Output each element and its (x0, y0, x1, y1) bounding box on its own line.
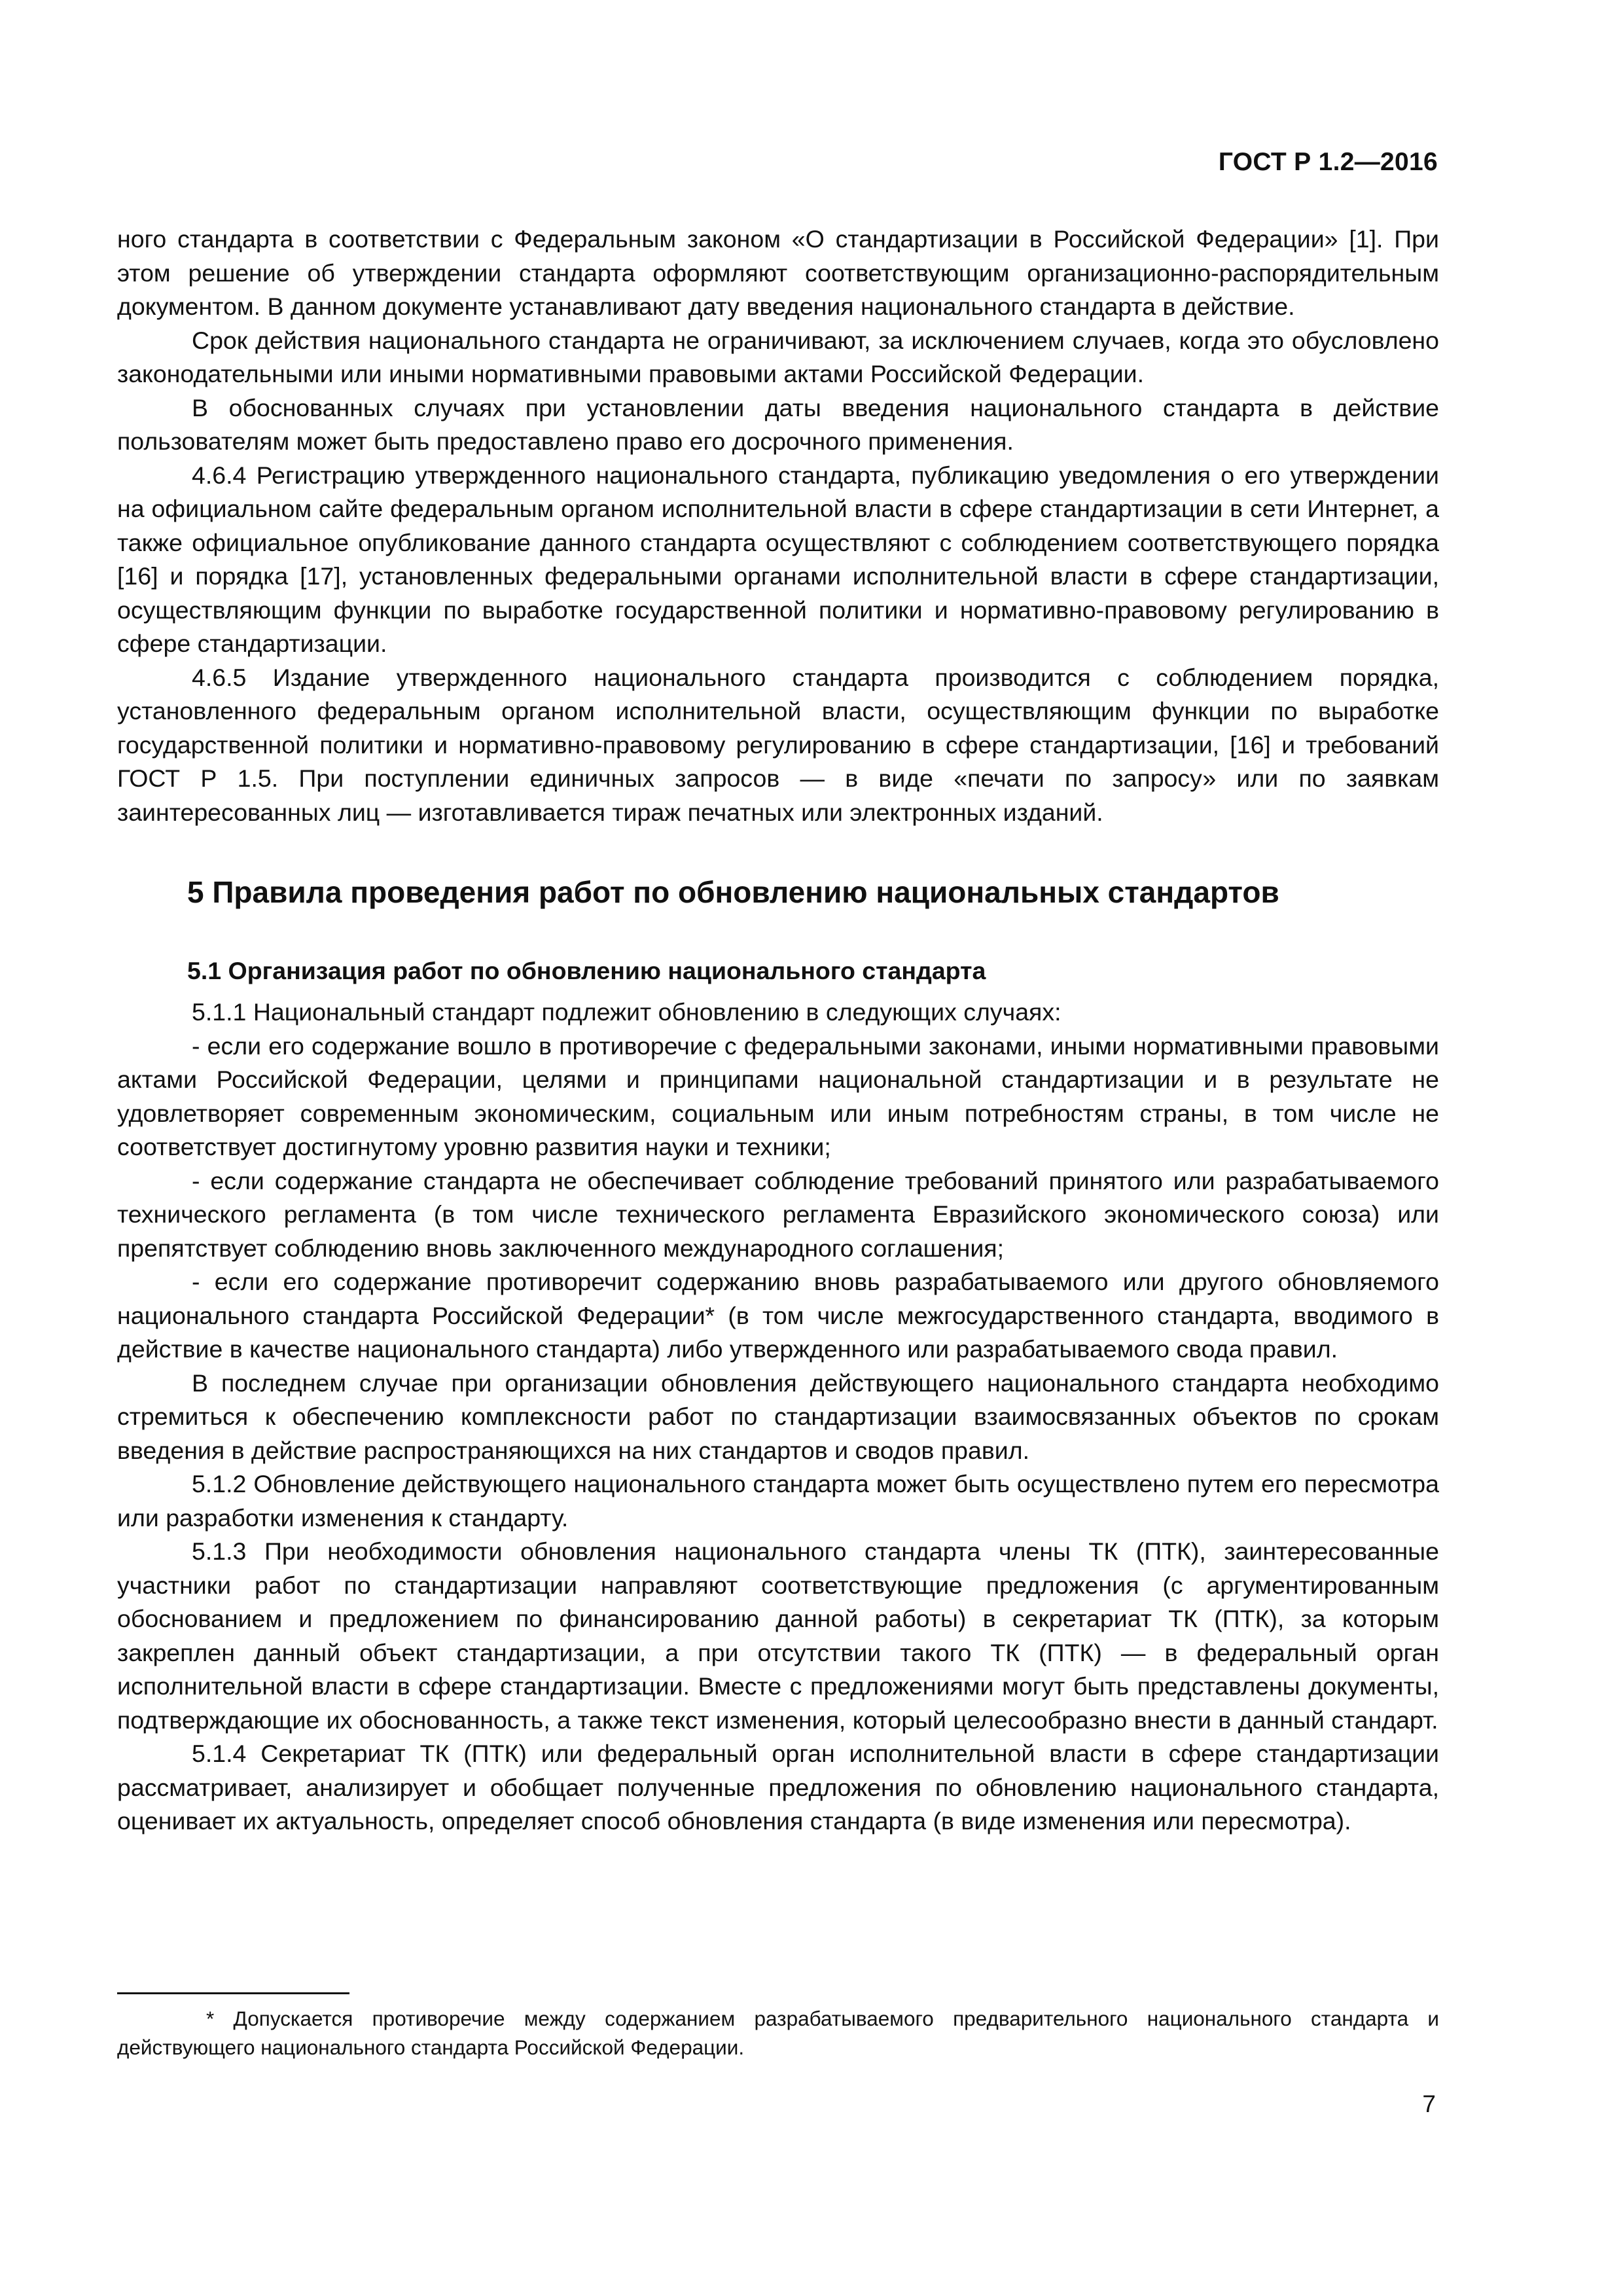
paragraph-4-6-5: 4.6.5 Издание утвержденного национального стандарта производится с соблюдением порядка, установленного федеральным органом исполнительной власти, осуществляющим функции по выработке государственной политики и нормативно-правовому регулированию в сфере стандартизации, [16] и требований ГОСТ Р 1.5. При поступлении единичных запросов — в виде «печати по запросу» или по заявкам заинтересованных лиц — изготавливается тираж печатных или электронных изданий. (117, 663, 1439, 826)
paragraph: Срок действия национального стандарта не ограничивают, за исключением случаев, когда это обусловлено законодательными или иными нормативными правовыми актами Российской Федерации. (117, 326, 1439, 387)
subsection-5-1-heading: 5.1 Организация работ по обновлению национального стандарта (187, 957, 986, 984)
paragraph: В обоснованных случаях при установлении даты введения национального стандарта в действие пользователям может быть предоставлено право его досрочного применения. (117, 393, 1439, 455)
page-number: 7 (1422, 2090, 1436, 2117)
list-item: - если его содержание вошло в противоречие с федеральными законами, иными нормативными правовыми актами Российской Федерации, целями и принципами национальной стандартизации и в результате не удовлетворяет современным экономическим, социальным или иным потребностям страны, в том числе не соответствует достигнутому уровню развития науки и техники; (117, 1031, 1439, 1160)
paragraph: ного стандарта в соответствии с Федеральным законом «О стандартизации в Российской Федерации» [1]. При этом решение об утверждении стандарта оформляют соответствующим организационно-распорядительным документом. В данном документе устанавливают дату введения национального стандарта в действие. (117, 225, 1439, 320)
paragraph: В последнем случае при организации обновления действующего национального стандарта необходимо стремиться к обеспечению комплексности работ по стандартизации взаимосвязанных объектов по срокам введения в действие распространяющихся на них стандартов и сводов правил. (117, 1369, 1439, 1464)
footnote: * Допускается противоречие между содержанием разрабатываемого предварительного национального стандарта и действующего национального стандарта Российской Федерации. (117, 2007, 1439, 2059)
paragraph-5-1-4: 5.1.4 Секретариат ТК (ПТК) или федеральный орган исполнительной власти в сфере стандартизации рассматривает, анализирует и обобщает полученные предложения по обновлению национального стандарта, оценивает их актуальность, определяет способ обновления стандарта (в виде изменения или пересмотра). (117, 1740, 1439, 1835)
list-item: - если его содержание противоречит содержанию вновь разрабатываемого или другого обновляемого национального стандарта Российской Федерации* (в том числе межгосударственного стандарта, вводимого в действие в качестве национального стандарта) либо утвержденного или разрабатываемого свода правил. (117, 1268, 1439, 1363)
list-item: - если содержание стандарта не обеспечивает соблюдение требований принятого или разрабатываемого технического регламента (в том числе технического регламента Евразийского экономического союза) или препятствует соблюдению вновь заключенного международного соглашения; (117, 1166, 1439, 1262)
section-5-heading: 5 Правила проведения работ по обновлению национальных стандартов (187, 875, 1279, 909)
paragraph-5-1-1: 5.1.1 Национальный стандарт подлежит обновлению в следующих случаях: (192, 998, 1061, 1026)
document-body (117, 223, 1439, 1839)
paragraph-5-1-3: 5.1.3 При необходимости обновления национального стандарта члены ТК (ПТК), заинтересованные участники работ по стандартизации направляют соответствующие предложения (с аргументированным обоснованием и предложением по финансированию данной работы) в секретариат ТК (ПТК), за которым закреплен данный объект стандартизации, а при отсутствии такого ТК (ПТК) — в федеральный орган исполнительной власти в сфере стандартизации. Вместе с предложениями могут быть представлены документы, подтверждающие их обоснованность, а также текст изменения, который целесообразно внести в данный стандарт. (117, 1537, 1439, 1734)
footnote-divider (117, 1992, 349, 1994)
paragraph-4-6-4: 4.6.4 Регистрацию утвержденного национального стандарта, публикацию уведомления о его утверждении на официальном сайте федеральным органом исполнительной власти в сфере стандартизации в сети Интернет, а также официальное опубликование данного стандарта осуществляют с соблюдением соответствующего порядка [16] и порядка [17], установленных федеральными органами исполнительной власти в сфере стандартизации, осуществляющим функции по выработке государственной политики и нормативно-правовому регулированию в сфере стандартизации. (117, 461, 1439, 657)
document-code-header: ГОСТ Р 1.2—2016 (1218, 148, 1438, 176)
paragraph-5-1-2: 5.1.2 Обновление действующего национального стандарта может быть осуществлено путем его пересмотра или разработки изменения к стандарту. (117, 1470, 1439, 1532)
